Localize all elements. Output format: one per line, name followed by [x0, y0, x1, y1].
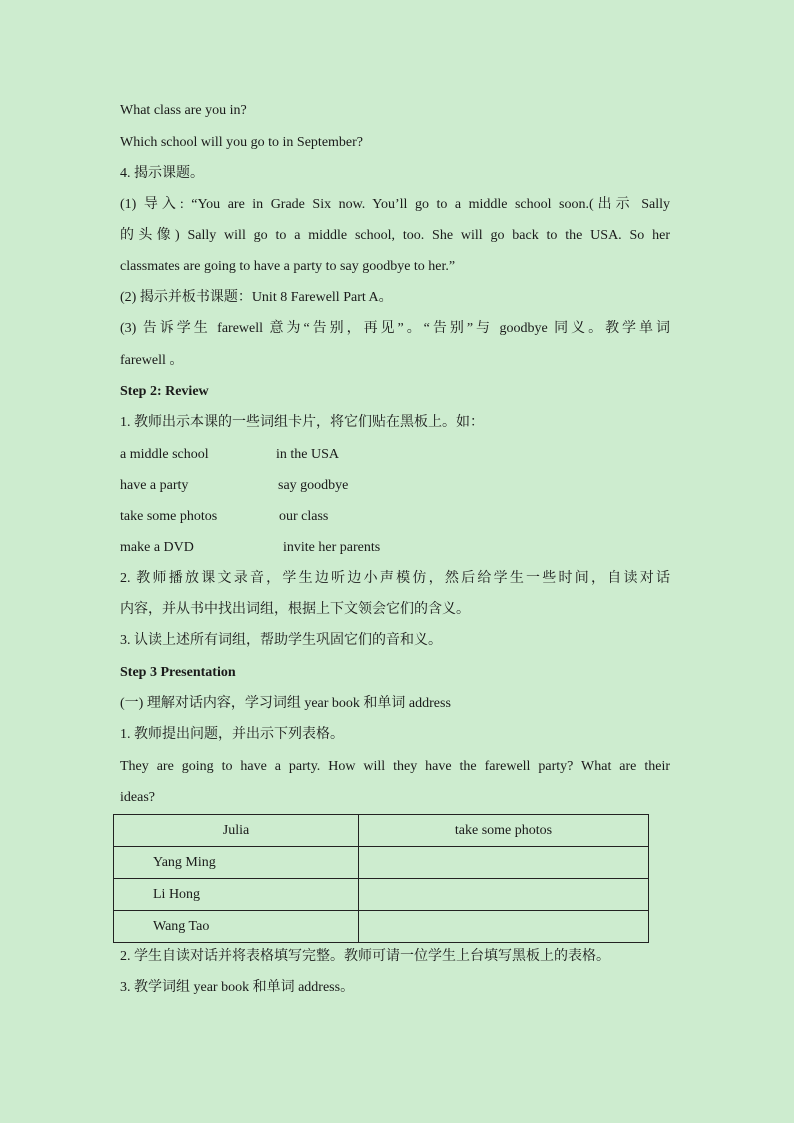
text-line: 4. 揭示课题。: [120, 166, 204, 181]
table-cell-idea: [359, 847, 649, 879]
table-cell-idea: [359, 879, 649, 911]
phrase-row: [120, 476, 670, 496]
text-line: 内容，并从书中找出词组，根据上下文领会它们的含义。: [120, 602, 470, 617]
text-line: 的头像) Sally will go to a middle school, too. She will go back to the USA. So her: [120, 228, 670, 243]
text-line: 3. 认读上述所有词组，帮助学生巩固它们的音和义。: [120, 633, 442, 648]
phrase: have a party: [120, 478, 189, 493]
text-line: 3. 教学词组 year book 和单词 address。: [120, 980, 355, 995]
text-line: farewell 。: [120, 353, 184, 368]
text-line: (2) 揭示并板书课题：Unit 8 Farewell Part A。: [120, 290, 393, 305]
section-heading: Step 2: Review: [120, 384, 209, 399]
table-row: [114, 847, 649, 879]
phrase: say goodbye: [278, 478, 349, 493]
phrase-row: [120, 507, 670, 527]
table-cell-name: Julia: [114, 815, 359, 847]
table-row: [114, 879, 649, 911]
table-row: [114, 815, 649, 847]
phrase-row: [120, 538, 670, 558]
text-line: 1. 教师出示本课的一些词组卡片，将它们贴在黑板上。如：: [120, 415, 484, 430]
phrase: make a DVD: [120, 540, 194, 555]
ideas-table: [113, 814, 649, 943]
table-cell-idea: take some photos: [359, 815, 649, 847]
section-heading: Step 3 Presentation: [120, 665, 236, 680]
phrase: our class: [279, 509, 329, 524]
table-cell-idea: [359, 911, 649, 943]
text-line: What class are you in?: [120, 103, 247, 118]
text-line: classmates are going to have a party to say goodbye to her.”: [120, 259, 456, 274]
table-row: [114, 911, 649, 943]
table-cell-name: Li Hong: [114, 879, 359, 911]
phrase: take some photos: [120, 509, 218, 524]
text-line: They are going to have a party. How will they have the farewell party? What are their: [120, 759, 670, 774]
text-line: 2. 学生自读对话并将表格填写完整。教师可请一位学生上台填写黑板上的表格。: [120, 949, 610, 964]
text-line: Which school will you go to in September?: [120, 135, 364, 150]
text-line: ideas?: [120, 790, 155, 805]
table-cell-name: Yang Ming: [114, 847, 359, 879]
text-line: (3) 告诉学生 farewell 意为“告别，再见”。“告别”与 goodbye 同义。教学单词: [120, 321, 670, 336]
phrase-row: [120, 445, 670, 465]
text-line: (1) 导入: “You are in Grade Six now. You’ll go to a middle school soon.(出示 Sally: [120, 197, 670, 212]
phrase: a middle school: [120, 447, 209, 462]
text-line: 1. 教师提出问题，并出示下列表格。: [120, 727, 344, 742]
text-line: (一) 理解对话内容，学习词组 year book 和单词 address: [120, 696, 451, 711]
phrase: in the USA: [276, 447, 339, 462]
text-line: 2. 教师播放课文录音，学生边听边小声模仿，然后给学生一些时间，自读对话: [120, 571, 670, 586]
phrase: invite her parents: [283, 540, 381, 555]
table-cell-name: Wang Tao: [114, 911, 359, 943]
